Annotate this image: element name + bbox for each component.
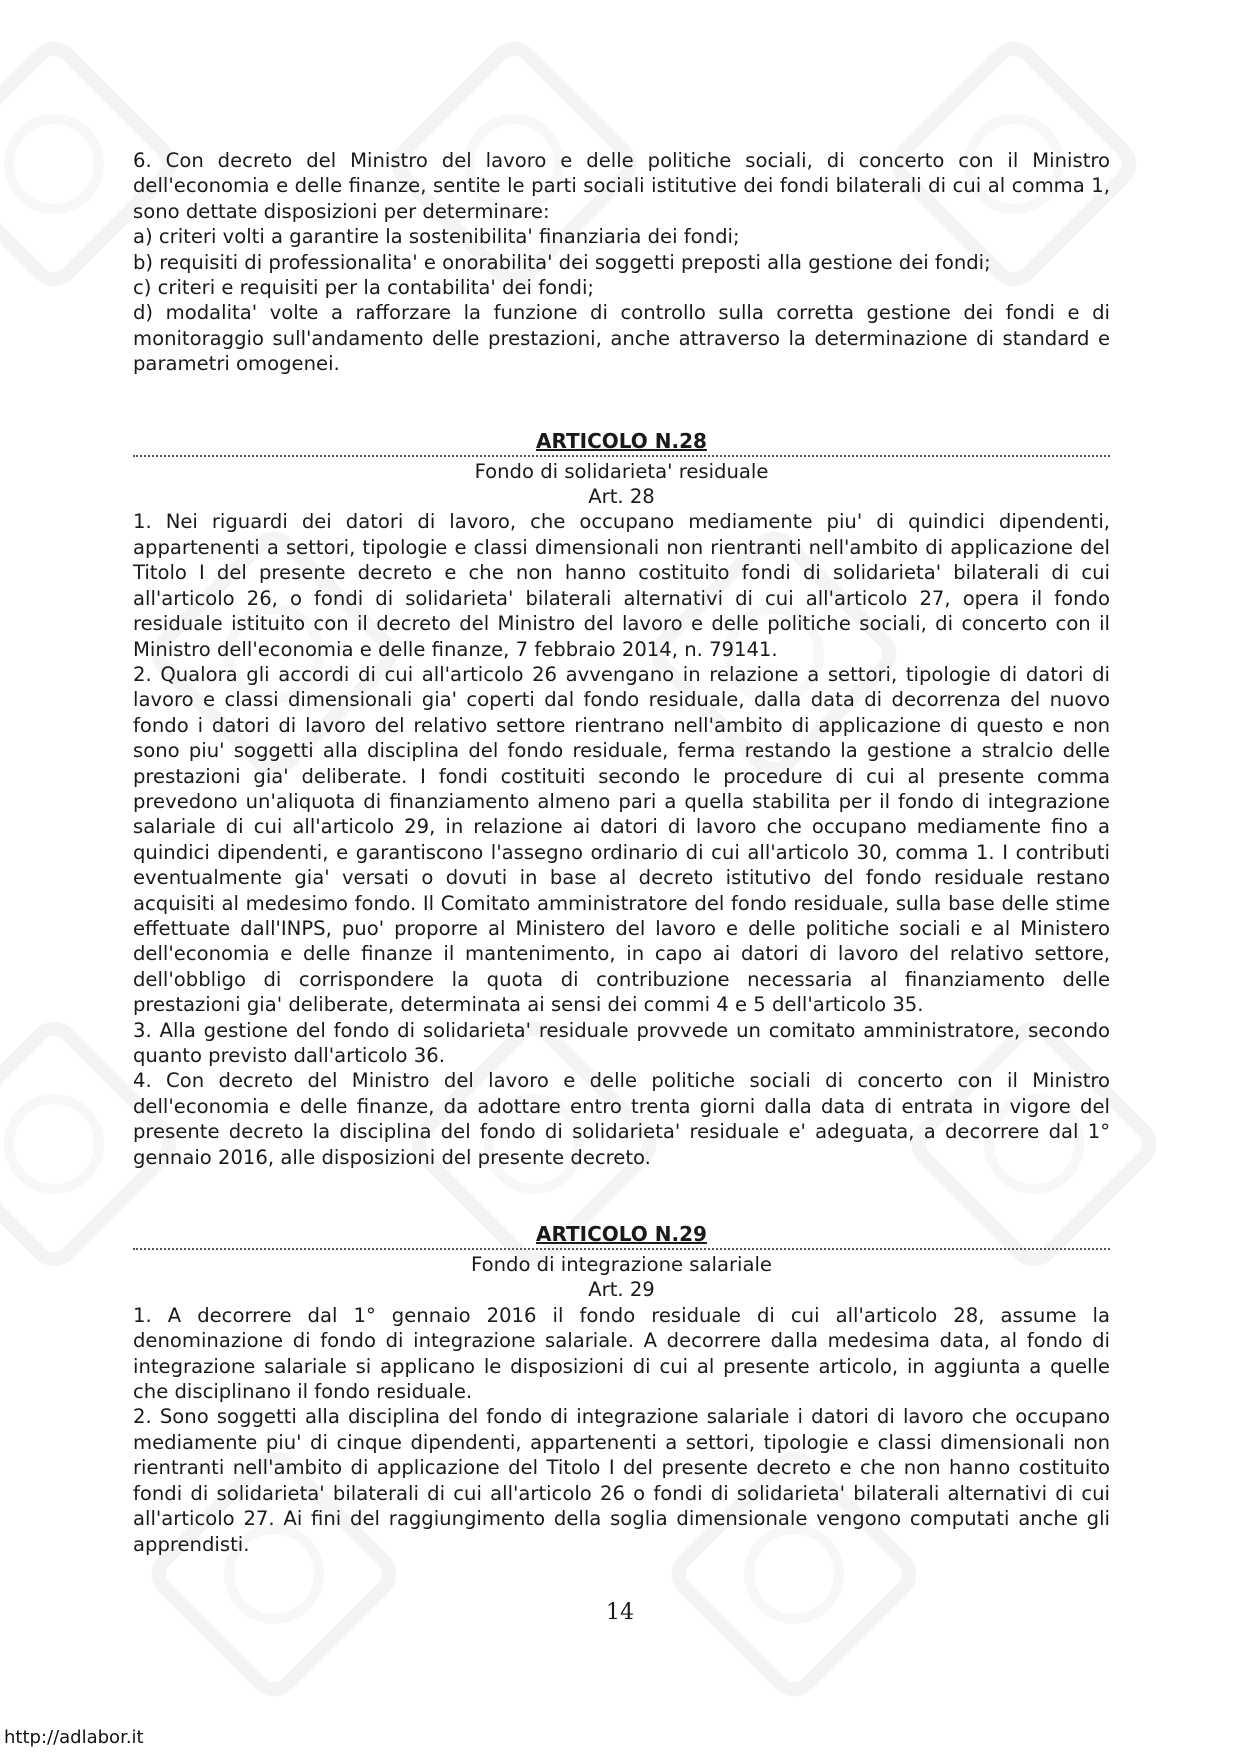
paragraph: c) criteri e requisiti per la contabilita' dei fondi;	[133, 276, 594, 300]
paragraph: 2. Qualora gli accordi di cui all'articolo 26 avvengano in relazione a settori, tipologie di datori di lavoro e classi dimensionali gia' coperti dal fondo residuale, dalla data di decorrenza del nuovo fondo i datori di lavoro del relativo settore rientrano nell'ambito di applicazione di questo e non sono piu' soggetti alla disciplina del fondo residuale, ferma restando la gestione a stralcio delle prestazioni gia' deliberate. I fondi costituiti secondo le procedure di cui al presente comma prevedono un'aliquota di finanziamento almeno pari a quella stabilita per il fondo di integrazione salariale di cui all'articolo 29, in relazione ai datori di lavoro che occupano mediamente fino a quindici dipendenti, e garantiscono l'assegno ordinario di cui all'articolo 30, comma 1. I contributi eventualmente gia' versati o dovuti in base al decreto istitutivo del fondo residuale restano acquisiti al medesimo fondo. Il Comitato amministratore del fondo residuale, sulla base delle stime effettuate dall'INPS, puo' proporre al Ministero del lavoro e delle politiche sociali e al Ministero dell'economia e delle finanze il mantenimento, in capo ai datori di lavoro del relativo settore, dell'obbligo di corrispondere la quota di contribuzione necessaria al finanziamento delle prestazioni gia' deliberate, determinata ai sensi dei commi 4 e 5 dell'articolo 35.	[133, 662, 1110, 1017]
article-29	[133, 1222, 1110, 1557]
article-label: Art. 29	[588, 1278, 655, 1302]
intro-section	[133, 148, 1110, 377]
paragraph: d) modalita' volte a rafforzare la funzione di controllo sulla corretta gestione dei fondi e di monitoraggio sull'andamento delle prestazioni, anche attraverso la determinazione di standard e parametri omogenei.	[133, 301, 1110, 376]
article-heading: ARTICOLO N.28	[536, 428, 707, 453]
article-heading: ARTICOLO N.29	[536, 1222, 707, 1247]
dotted-divider	[133, 455, 1110, 457]
paragraph: b) requisiti di professionalita' e onorabilita' dei soggetti preposti alla gestione dei fondi;	[133, 250, 991, 274]
paragraph: 1. A decorrere dal 1° gennaio 2016 il fondo residuale di cui all'articolo 28, assume la denominazione di fondo di integrazione salariale. A decorrere dalla medesima data, al fondo di integrazione salariale si applicano le disposizioni di cui al presente articolo, in aggiunta a quelle che disciplinano il fondo residuale.	[133, 1303, 1110, 1404]
article-subtitle: Fondo di solidarieta' residuale	[474, 459, 769, 483]
article-28	[133, 429, 1110, 1170]
page-number: 14	[606, 1600, 634, 1625]
footer-url[interactable]: http://adlabor.it	[4, 1727, 144, 1748]
document-body	[133, 148, 1110, 1557]
paragraph: 6. Con decreto del Ministro del lavoro e delle politiche sociali, di concerto con il Ministro dell'economia e delle finanze, sentite le parti sociali istitutive dei fondi bilaterali di cui al comma 1, sono dettate disposizioni per determinare:	[133, 149, 1110, 223]
paragraph: 1. Nei riguardi dei datori di lavoro, che occupano mediamente piu' di quindici dipendenti, appartenenti a settori, tipologie e classi dimensionali non rientranti nell'ambito di applicazione del Titolo I del presente decreto e che non hanno costituito fondi di solidarieta' bilaterali di cui all'articolo 26, o fondi di solidarieta' bilaterali alternativi di cui all'articolo 27, opera il fondo residuale istituito con il decreto del Ministro del lavoro e delle politiche sociali, di concerto con il Ministro dell'economia e delle finanze, 7 febbraio 2014, n. 79141.	[133, 510, 1110, 661]
paragraph: a) criteri volti a garantire la sostenibilita' finanziaria dei fondi;	[133, 225, 740, 249]
paragraph: 4. Con decreto del Ministro del lavoro e delle politiche sociali di concerto con il Ministro dell'economia e delle finanze, da adottare entro trenta giorni dalla data di entrata in vigore del presente decreto la disciplina del fondo di solidarieta' residuale e' adeguata, a decorrere dal 1° gennaio 2016, alle disposizioni del presente decreto.	[133, 1069, 1110, 1169]
paragraph: 2. Sono soggetti alla disciplina del fondo di integrazione salariale i datori di lavoro che occupano mediamente piu' di cinque dipendenti, appartenenti a settori, tipologie e classi dimensionali non rientranti nell'ambito di applicazione del Titolo I del presente decreto e che non hanno costituito fondi di solidarieta' bilaterali di cui all'articolo 26 o fondi di solidarieta' bilaterali alternativi di cui all'articolo 27. Ai fini del raggiungimento della soglia dimensionale vengono computati anche gli apprendisti.	[133, 1405, 1110, 1556]
paragraph: 3. Alla gestione del fondo di solidarieta' residuale provvede un comitato amministratore, secondo quanto previsto dall'articolo 36.	[133, 1018, 1110, 1067]
dotted-divider	[133, 1248, 1110, 1250]
article-subtitle: Fondo di integrazione salariale	[471, 1253, 772, 1277]
article-label: Art. 28	[588, 485, 655, 509]
